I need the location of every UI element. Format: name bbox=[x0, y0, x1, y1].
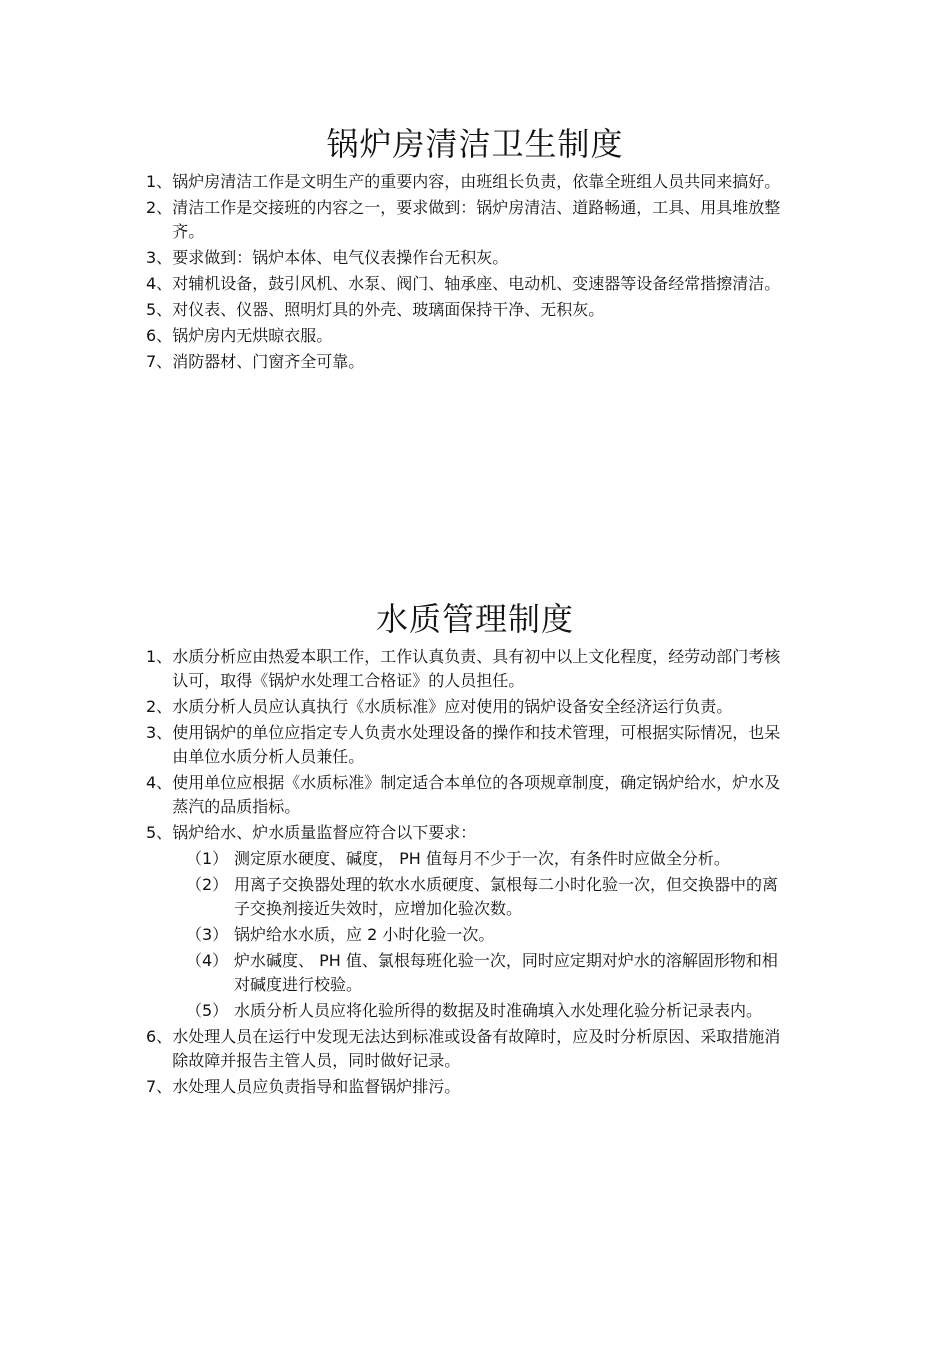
item-text: 使用锅炉的单位应指定专人负责水处理设备的操作和技术管理，可根据实际情况，也呆由单位水质分析人员兼任。 bbox=[172, 723, 781, 766]
item-number: 6、 bbox=[146, 326, 173, 345]
list-item bbox=[146, 324, 786, 348]
item-text: 要求做到：锅炉本体、电气仪表操作台无积灰。 bbox=[172, 248, 509, 267]
item-text: 锅炉房清洁工作是文明生产的重要内容，由班组长负责，依靠全班组人员共同来搞好。 bbox=[172, 172, 781, 191]
item-text: 消防器材、门窗齐全可靠。 bbox=[172, 352, 365, 371]
item-text: 锅炉房内无烘晾衣服。 bbox=[172, 326, 333, 345]
list-item bbox=[146, 695, 786, 719]
sub-item-text: 测定原水硬度、碱度， PH 值每月不少于一次，有条件时应做全分析。 bbox=[234, 849, 730, 868]
sub-item-number: （4） bbox=[186, 951, 229, 970]
section-boiler-room-cleaning bbox=[0, 120, 950, 376]
item-number: 5、 bbox=[146, 823, 173, 842]
item-text: 使用单位应根据《水质标准》制定适合本单位的各项规章制度，确定锅炉给水，炉水及蒸汽的品质指标。 bbox=[172, 773, 781, 816]
sub-list-container bbox=[146, 847, 786, 1023]
list-item bbox=[146, 1025, 786, 1073]
sub-item-number: （3） bbox=[186, 925, 229, 944]
rule-list bbox=[146, 170, 786, 374]
section-title: 锅炉房清洁卫生制度 bbox=[326, 125, 624, 163]
sub-list-item bbox=[186, 999, 786, 1023]
item-number: 3、 bbox=[146, 248, 173, 267]
item-number: 2、 bbox=[146, 198, 173, 217]
item-number: 1、 bbox=[146, 647, 173, 666]
item-text: 水处理人员应负责指导和监督锅炉排污。 bbox=[172, 1077, 461, 1096]
sub-list-item bbox=[186, 873, 786, 921]
item-number: 2、 bbox=[146, 697, 173, 716]
sub-item-text: 用离子交换器处理的软水水质硬度、氯根每二小时化验一次，但交换器中的离子交换剂接近失效时，应增加化验次数。 bbox=[234, 875, 779, 918]
sub-item-text: 炉水碱度、 PH 值、氯根每班化验一次，同时应定期对炉水的溶解固形物和相对碱度进行校验。 bbox=[234, 951, 778, 994]
item-number: 4、 bbox=[146, 773, 173, 792]
item-number: 1、 bbox=[146, 172, 173, 191]
section-title: 水质管理制度 bbox=[375, 600, 574, 638]
list-item bbox=[146, 821, 786, 845]
item-text: 清洁工作是交接班的内容之一，要求做到：锅炉房清洁、道路畅通，工具、用具堆放整齐。 bbox=[172, 198, 781, 241]
list-item bbox=[146, 721, 786, 769]
list-item bbox=[146, 771, 786, 819]
list-item bbox=[146, 196, 786, 244]
sub-list-item bbox=[186, 923, 786, 947]
section-water-quality bbox=[0, 595, 950, 1101]
sub-rule-list bbox=[146, 847, 786, 1023]
item-number: 7、 bbox=[146, 352, 173, 371]
item-number: 5、 bbox=[146, 300, 173, 319]
sub-item-number: （2） bbox=[186, 875, 229, 894]
item-text: 水处理人员在运行中发现无法达到标准或设备有故障时，应及时分析原因、采取措施消除故障并报告主管人员，同时做好记录。 bbox=[172, 1027, 781, 1070]
item-number: 7、 bbox=[146, 1077, 173, 1096]
list-item bbox=[146, 645, 786, 693]
item-number: 4、 bbox=[146, 274, 173, 293]
list-item bbox=[146, 246, 786, 270]
sub-item-text: 锅炉给水水质，应 2 小时化验一次。 bbox=[234, 925, 495, 944]
item-text: 水质分析人员应认真执行《水质标准》应对使用的锅炉设备安全经济运行负责。 bbox=[172, 697, 733, 716]
sub-list-item bbox=[186, 949, 786, 997]
item-number: 6、 bbox=[146, 1027, 173, 1046]
sub-item-number: （1） bbox=[186, 849, 229, 868]
list-item bbox=[146, 350, 786, 374]
item-text: 对辅机设备，鼓引风机、水泵、阀门、轴承座、电动机、变速器等设备经常揩擦清洁。 bbox=[172, 274, 781, 293]
list-item bbox=[146, 298, 786, 322]
rule-list bbox=[146, 645, 786, 1099]
item-text: 锅炉给水、炉水质量监督应符合以下要求： bbox=[172, 823, 477, 842]
item-number: 3、 bbox=[146, 723, 173, 742]
list-item bbox=[146, 170, 786, 194]
sub-item-text: 水质分析人员应将化验所得的数据及时准确填入水处理化验分析记录表内。 bbox=[234, 1001, 763, 1020]
sub-list-item bbox=[186, 847, 786, 871]
list-item bbox=[146, 1075, 786, 1099]
sub-item-number: （5） bbox=[186, 1001, 229, 1020]
item-text: 对仪表、仪器、照明灯具的外壳、玻璃面保持干净、无积灰。 bbox=[172, 300, 605, 319]
item-text: 水质分析应由热爱本职工作，工作认真负责、具有初中以上文化程度，经劳动部门考核认可，取得《锅炉水处理工合格证》的人员担任。 bbox=[172, 647, 781, 690]
list-item bbox=[146, 272, 786, 296]
